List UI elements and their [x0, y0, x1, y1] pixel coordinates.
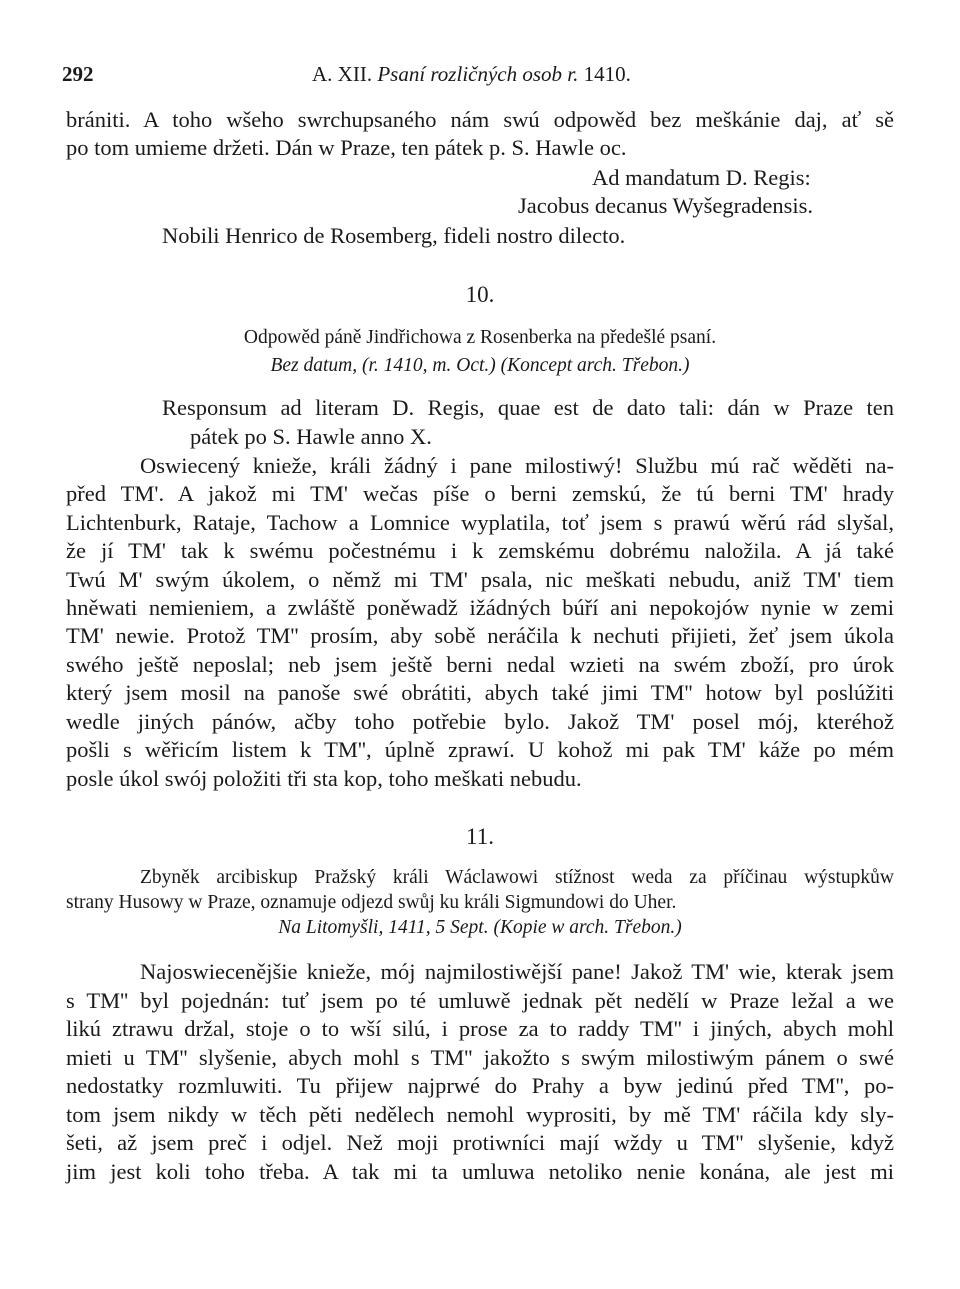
document-date-source: Na Litomyšli, 1411, 5 Sept. (Kopie w arch. Třebon.) — [278, 917, 682, 938]
text-line: pátek po S. Hawle anno X. — [190, 424, 432, 449]
running-title-part3: 1410. — [583, 62, 631, 86]
text-line: likú ztrawu držal, stoje o to wší silú, i prose za to raddy TM'' i jiných, abych mohl — [66, 1016, 894, 1041]
address-line: Nobili Henrico de Rosemberg, fideli nostro dilecto. — [162, 223, 626, 248]
running-title — [312, 62, 631, 87]
text-line: jim jest koli toho třeba. A tak mi ta umluwa netoliko nenie konána, ale jest mi — [66, 1159, 894, 1184]
text-line: s TM'' byl pojednán: tuť jsem po té umluwě jednak pět nedělí w Praze ležal a we — [66, 988, 894, 1013]
text-line: Oswiecený knieže, králi žádný i pane milostiwý! Službu mú rač wěděti na- — [140, 453, 894, 478]
text-line: Lichtenburk, Rataje, Tachow a Lomnice wyplatila, toť jsem s prawú wěrú rád slyšal, — [66, 510, 894, 535]
text-line: TM' newie. Protož TM'' prosím, aby sobě neráčila k nechuti přijieti, žeť jsem úkola — [66, 623, 894, 648]
running-title-part2: Psaní rozličných osob r. — [377, 62, 579, 86]
text-line: hněwati nemieniem, a zwláště poněwadž ižádných búří ani nepokojów nynie w zemi — [66, 595, 894, 620]
text-line: Najoswiecenějšie knieže, mój najmilostiwější pane! Jakož TM' wie, kterak jsem — [140, 959, 894, 984]
text-line: brániti. A toho wšeho swrchupsaného nám swú odpowěd bez meškánie daj, ať sě — [66, 107, 894, 132]
text-line: Responsum ad literam D. Regis, quae est de dato tali: dán w Praze ten — [162, 395, 894, 420]
text-line: pošli s wěřicím listem k TM'', úplně zprawí. U kohož mi pak TM' káže po mém — [66, 737, 894, 762]
text-line: nedostatky rozmluwiti. Tu přijew najprwé do Prahy a byw jedinú před TM'', po- — [66, 1073, 894, 1098]
text-line: swého ještě neposlal; neb jsem ještě berni nedal wzieti na swém zboží, pro úrok — [66, 652, 894, 677]
text-line: tom jsem nikdy w těch pěti nedělech nemohl wyprositi, by mě TM' ráčila kdy sly- — [66, 1102, 894, 1127]
text-line: šeti, až jsem preč i odjel. Než moji protiwníci mají wždy u TM'' slyšenie, když — [66, 1130, 894, 1155]
signature-line: Jacobus decanus Wyšegradensis. — [518, 193, 814, 218]
document-date-source: Bez datum, (r. 1410, m. Oct.) (Koncept arch. Třebon.) — [270, 355, 690, 376]
text-line: před TM'. A jakož mi TM' wečas píše o berni zemskú, že tú berni TM' hrady — [66, 481, 894, 506]
document-summary: Zbyněk arcibiskup Pražský králi Wáclawowi stížnost weda za příčinau wýstupkůw — [140, 867, 894, 888]
document-summary: strany Husowy w Praze, oznamuje odjezd swůj ku králi Sigmundowi do Uher. — [66, 892, 677, 913]
signature-line: Ad mandatum D. Regis: — [592, 165, 811, 190]
page-number: 292 — [62, 62, 94, 86]
text-line: Twú M' swým úkolem, o němž mi TM' psala, nic meškati nebudu, aniž TM' tiem — [66, 567, 894, 592]
text-line: že jí TM' tak k swému počestnému i k zemskému dobrému naložila. A já také — [66, 538, 894, 563]
text-line: mieti u TM'' slyšenie, abych mohl s TM'' jakožto s swým milostiwým pánem o swé — [66, 1045, 894, 1070]
text-line: posle úkol swój položiti tři sta kop, toho meškati nebudu. — [66, 766, 582, 791]
document-summary: Odpowěd páně Jindřichowa z Rosenberka na předešlé psaní. — [243, 327, 717, 348]
document-number: 11. — [466, 824, 494, 849]
running-header — [62, 62, 898, 92]
document-number: 10. — [465, 282, 495, 307]
text-line: který jsem mosil na panoše swé obrátiti, abych také jimi TM'' hotow byl poslúžiti — [66, 680, 894, 705]
running-title-part1: A. XII. — [312, 62, 373, 86]
text-line: wedle jiných pánów, ačby toho potřebie bylo. Jakož TM' posel mój, kteréhož — [66, 709, 894, 734]
text-line: po tom umieme držeti. Dán w Praze, ten pátek p. S. Hawle oc. — [66, 135, 627, 160]
